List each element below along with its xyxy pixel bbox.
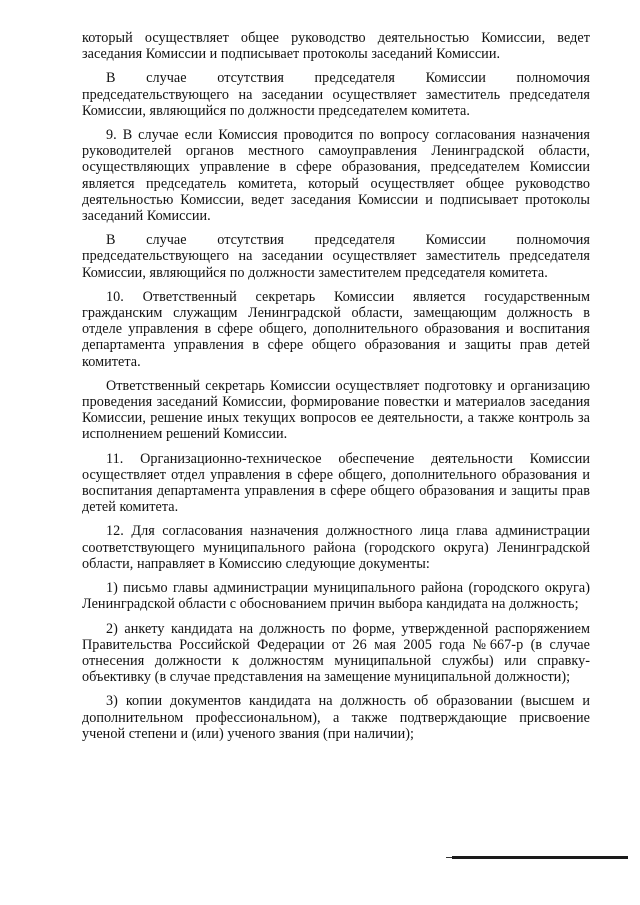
paragraph-item-10: 10. Ответственный секретарь Комиссии является государственным гражданским служащим Ленинградской области, замещающим должность в отделе управления в сфере общего, дополнительного образования и воспитания департамента управления в сфере общего образования и защиты прав детей комитета. [82, 288, 590, 370]
footer-rule [452, 856, 628, 859]
paragraph-secretary-duties: Ответственный секретарь Комиссии осуществляет подготовку и организацию проведения заседаний Комиссии, формирование повестки и материалов заседания Комиссии, решение иных текущих вопросов ее деятельности, а также контроль за исполнением решений Комиссии. [82, 377, 590, 443]
paragraph-chair-absence-2: В случае отсутствия председателя Комиссии полномочия председательствующего на заседании осуществляет заместитель председателя Комиссии, являющийся по должности заместителем председателя комитета. [82, 232, 590, 281]
paragraph-item-9: 9. В случае если Комиссия проводится по вопросу согласования назначения руководителей органов местного самоуправления Ленинградской области, осуществляющих управление в сфере образования, председателем Комиссии является председатель комитета, который осуществляет общее руководство деятельностью Комиссии, ведет заседания Комиссии и подписывает протоколы заседаний Комиссии. [82, 127, 590, 225]
list-item-1: 1) письмо главы администрации муниципального района (городского округа) Ленинградской области с обоснованием причин выбора кандидата на должность; [82, 580, 590, 613]
list-item-3: 3) копии документов кандидата на должность об образовании (высшем и дополнительном профессиональном), а также подтверждающие присвоение ученой степени и (или) ученого звания (при наличии); [82, 693, 590, 742]
paragraph-chair-absence: В случае отсутствия председателя Комиссии полномочия председательствующего на заседании осуществляет заместитель председателя Комиссии, являющийся по должности председателем комитета. [82, 70, 590, 119]
paragraph-continuation: который осуществляет общее руководство деятельностью Комиссии, ведет заседания Комиссии и подписывает протоколы заседаний Комиссии. [82, 30, 590, 63]
paragraph-item-12: 12. Для согласования назначения должностного лица глава администрации соответствующего муниципального района (городского округа) Ленинградской области, направляет в Комиссию следующие документы: [82, 523, 590, 572]
paragraph-item-11: 11. Организационно-техническое обеспечение деятельности Комиссии осуществляет отдел управления в сфере общего, дополнительного образования и воспитания департамента управления в сфере общего образования и защиты прав детей комитета. [82, 450, 590, 516]
document-page [82, 30, 590, 750]
list-item-2: 2) анкету кандидата на должность по форме, утвержденной распоряжением Правительства Российской Федерации от 26 мая 2005 года №667-р (в случае отнесения должности к должностям муниципальной службы) или справку-объективку (в случае представления на замещение муниципальной должности); [82, 620, 590, 686]
footer-rule-tail [446, 857, 452, 858]
